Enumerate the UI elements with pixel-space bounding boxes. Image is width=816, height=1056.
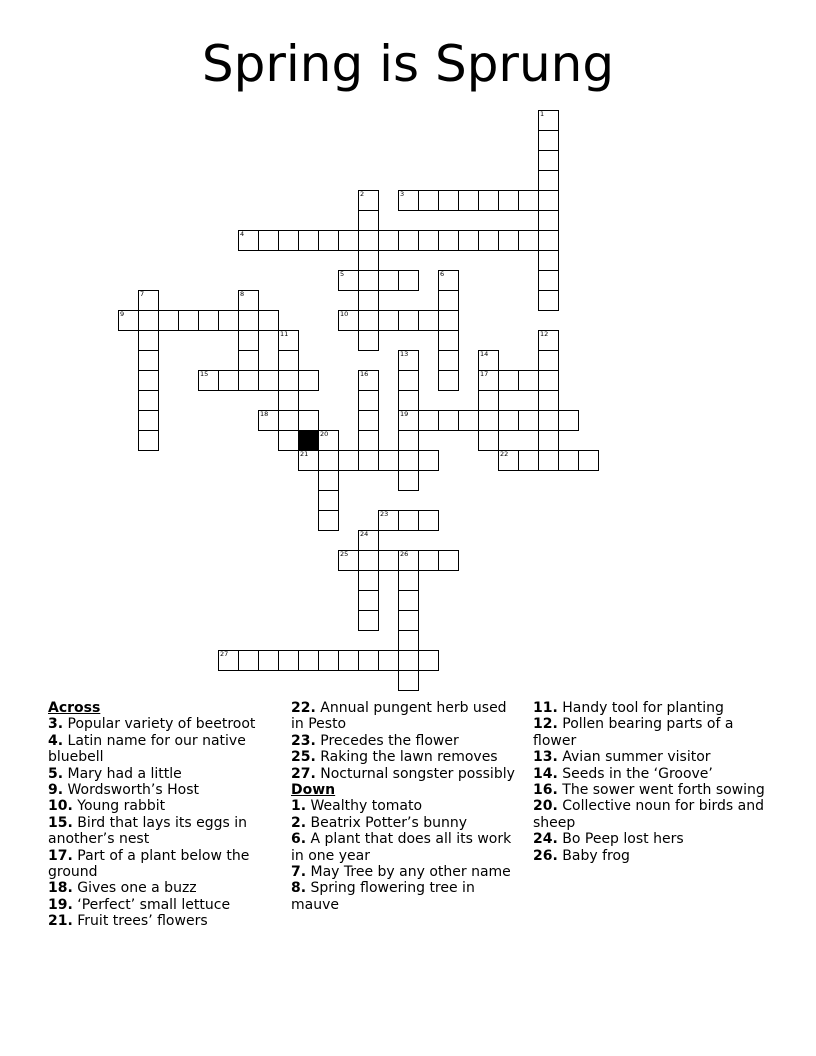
down-clue-1 xyxy=(291,798,517,814)
grid-cell[interactable] xyxy=(138,390,159,411)
grid-cell[interactable] xyxy=(398,570,419,591)
clue-number: 21. xyxy=(48,913,73,930)
grid-cell[interactable] xyxy=(398,670,419,691)
cell-number: 20 xyxy=(320,430,329,438)
grid-cell[interactable] xyxy=(538,410,559,431)
down-clue-11 xyxy=(533,700,765,716)
grid-cell[interactable] xyxy=(358,650,379,671)
cell-number: 21 xyxy=(300,450,309,458)
grid-cell[interactable] xyxy=(318,470,339,491)
clue-text: Gives one a buzz xyxy=(77,880,197,897)
grid-cell[interactable] xyxy=(258,230,279,251)
grid-cell[interactable] xyxy=(538,390,559,411)
clue-number: 15. xyxy=(48,814,73,831)
grid-cell[interactable] xyxy=(518,370,539,391)
clue-text: Wealthy tomato xyxy=(310,798,423,815)
clue-text: Avian summer visitor xyxy=(562,749,711,766)
clue-number: 24. xyxy=(533,831,558,848)
cell-number: 12 xyxy=(540,330,549,338)
grid-cell[interactable] xyxy=(578,450,599,471)
grid-cell[interactable] xyxy=(398,430,419,451)
grid-cell[interactable] xyxy=(558,450,579,471)
grid-cell[interactable] xyxy=(498,450,519,471)
down-clue-7 xyxy=(291,864,517,880)
grid-cell[interactable] xyxy=(238,230,259,251)
cell-number: 10 xyxy=(340,310,349,318)
down-heading: Down xyxy=(291,782,336,799)
grid-cell[interactable] xyxy=(238,370,259,391)
clue-number: 27. xyxy=(291,765,316,782)
grid-cell[interactable] xyxy=(138,290,159,311)
cell-number: 27 xyxy=(220,650,229,658)
cell-number: 9 xyxy=(120,310,125,318)
grid-cell[interactable] xyxy=(258,650,279,671)
across-clue-4 xyxy=(48,733,276,766)
grid-cell[interactable] xyxy=(438,350,459,371)
grid-cell[interactable] xyxy=(218,370,239,391)
grid-cell[interactable] xyxy=(358,230,379,251)
grid-cell[interactable] xyxy=(238,290,259,311)
across-clue-9 xyxy=(48,782,276,798)
grid-cell[interactable] xyxy=(418,550,439,571)
grid-cell[interactable] xyxy=(178,310,199,331)
clue-text: The sower went forth sowing xyxy=(562,782,765,799)
clue-number: 4. xyxy=(48,732,64,749)
grid-cell[interactable] xyxy=(138,330,159,351)
across-clue-19 xyxy=(48,897,276,913)
grid-cell[interactable] xyxy=(338,270,359,291)
cell-number: 6 xyxy=(440,270,445,278)
grid-cell[interactable] xyxy=(398,310,419,331)
across-clue-15 xyxy=(48,815,276,848)
cell-number: 7 xyxy=(140,290,145,298)
grid-cell[interactable] xyxy=(358,610,379,631)
clue-text: Collective noun for birds and sheep xyxy=(533,798,765,831)
grid-cell[interactable] xyxy=(358,410,379,431)
grid-cell[interactable] xyxy=(318,430,339,451)
grid-cell[interactable] xyxy=(138,350,159,371)
grid-cell[interactable] xyxy=(378,230,399,251)
grid-cell[interactable] xyxy=(538,210,559,231)
cell-number: 13 xyxy=(400,350,409,358)
grid-cell[interactable] xyxy=(398,390,419,411)
cell-number: 26 xyxy=(400,550,409,558)
grid-cell[interactable] xyxy=(458,190,479,211)
grid-cell[interactable] xyxy=(278,390,299,411)
grid-cell[interactable] xyxy=(518,410,539,431)
grid-cell[interactable] xyxy=(438,330,459,351)
across-clue-5 xyxy=(48,766,276,782)
grid-cell[interactable] xyxy=(318,510,339,531)
clue-text: Fruit trees’ flowers xyxy=(77,913,208,930)
cell-number: 24 xyxy=(360,530,369,538)
clue-text: Wordsworth’s Host xyxy=(67,782,199,799)
grid-cell[interactable] xyxy=(358,190,379,211)
grid-cell[interactable] xyxy=(498,190,519,211)
grid-cell[interactable] xyxy=(158,310,179,331)
clue-text: Mary had a little xyxy=(67,765,182,782)
across-clue-27 xyxy=(291,766,517,782)
cell-number: 22 xyxy=(500,450,509,458)
clue-text: Pollen bearing parts of a flower xyxy=(533,716,734,749)
grid-cell[interactable] xyxy=(458,410,479,431)
clue-number: 12. xyxy=(533,716,558,733)
clue-text: Raking the lawn removes xyxy=(320,749,498,766)
clue-number: 2. xyxy=(291,814,307,831)
grid-cell[interactable] xyxy=(138,310,159,331)
grid-cell[interactable] xyxy=(398,370,419,391)
grid-cell[interactable] xyxy=(278,330,299,351)
grid-cell[interactable] xyxy=(298,650,319,671)
grid-cell[interactable] xyxy=(358,590,379,611)
grid-cell[interactable] xyxy=(538,330,559,351)
grid-cell[interactable] xyxy=(358,530,379,551)
grid-cell[interactable] xyxy=(318,490,339,511)
down-clue-2 xyxy=(291,815,517,831)
cell-number: 25 xyxy=(340,550,349,558)
clue-number: 25. xyxy=(291,749,316,766)
grid-cell[interactable] xyxy=(438,550,459,571)
clue-number: 17. xyxy=(48,847,73,864)
grid-cell[interactable] xyxy=(538,350,559,371)
grid-cell[interactable] xyxy=(438,370,459,391)
grid-cell[interactable] xyxy=(358,570,379,591)
grid-cell[interactable] xyxy=(538,150,559,171)
grid-cell[interactable] xyxy=(238,650,259,671)
clue-number: 26. xyxy=(533,847,558,864)
cell-number: 14 xyxy=(480,350,489,358)
grid-cell[interactable] xyxy=(398,450,419,471)
puzzle-title: Spring is Sprung xyxy=(201,35,615,93)
grid-cell[interactable] xyxy=(358,390,379,411)
grid-cell[interactable] xyxy=(218,650,239,671)
cell-number: 11 xyxy=(280,330,289,338)
grid-cell[interactable] xyxy=(498,230,519,251)
across-clue-18 xyxy=(48,880,276,896)
grid-cell[interactable] xyxy=(538,130,559,151)
clue-text: Bo Peep lost hers xyxy=(562,831,684,848)
grid-cell[interactable] xyxy=(538,190,559,211)
across-clue-21 xyxy=(48,913,276,929)
grid-cell[interactable] xyxy=(418,450,439,471)
down-clue-24 xyxy=(533,831,765,847)
grid-cell[interactable] xyxy=(318,450,339,471)
down-clue-12 xyxy=(533,716,765,749)
grid-cell[interactable] xyxy=(398,650,419,671)
grid-cell[interactable] xyxy=(558,410,579,431)
grid-cell[interactable] xyxy=(198,310,219,331)
grid-cell[interactable] xyxy=(358,270,379,291)
grid-cell[interactable] xyxy=(538,230,559,251)
grid-cell[interactable] xyxy=(498,410,519,431)
grid-cell[interactable] xyxy=(358,330,379,351)
grid-cell[interactable] xyxy=(298,370,319,391)
grid-cell[interactable] xyxy=(278,230,299,251)
clue-number: 3. xyxy=(48,716,64,733)
grid-cell[interactable] xyxy=(338,550,359,571)
grid-cell[interactable] xyxy=(538,290,559,311)
grid-cell[interactable] xyxy=(138,410,159,431)
grid-cell[interactable] xyxy=(478,190,499,211)
across-clue-25 xyxy=(291,749,517,765)
grid-cell[interactable] xyxy=(318,650,339,671)
across-clue-23 xyxy=(291,733,517,749)
grid-cell[interactable] xyxy=(418,190,439,211)
grid-cell[interactable] xyxy=(398,350,419,371)
grid-cell[interactable] xyxy=(198,370,219,391)
clue-number: 8. xyxy=(291,880,307,897)
grid-cell[interactable] xyxy=(258,370,279,391)
clue-text: Young rabbit xyxy=(77,798,166,815)
grid-cell[interactable] xyxy=(378,270,399,291)
grid-cell[interactable] xyxy=(218,310,239,331)
clue-text: Latin name for our native bluebell xyxy=(48,732,246,766)
cell-number: 17 xyxy=(480,370,489,378)
grid-cell[interactable] xyxy=(398,270,419,291)
clue-text: ‘Perfect’ small lettuce xyxy=(77,896,231,913)
clue-number: 9. xyxy=(48,782,64,799)
grid-cell[interactable] xyxy=(518,230,539,251)
black-cell xyxy=(298,430,319,451)
grid-cell[interactable] xyxy=(278,650,299,671)
grid-cell[interactable] xyxy=(378,450,399,471)
grid-cell[interactable] xyxy=(298,450,319,471)
grid-cell[interactable] xyxy=(418,650,439,671)
grid-cell[interactable] xyxy=(138,370,159,391)
clue-number: 14. xyxy=(533,765,558,782)
down-clue-14 xyxy=(533,766,765,782)
grid-cell[interactable] xyxy=(238,330,259,351)
grid-cell[interactable] xyxy=(398,190,419,211)
grid-cell[interactable] xyxy=(278,430,299,451)
grid-cell[interactable] xyxy=(418,230,439,251)
clue-number: 6. xyxy=(291,831,307,848)
grid-cell[interactable] xyxy=(478,430,499,451)
cell-number: 4 xyxy=(240,230,245,238)
grid-cell[interactable] xyxy=(538,450,559,471)
clue-number: 7. xyxy=(291,864,307,881)
clue-text: Nocturnal songster possibly xyxy=(320,765,515,782)
grid-cell[interactable] xyxy=(438,190,459,211)
grid-cell[interactable] xyxy=(318,230,339,251)
grid-cell[interactable] xyxy=(538,170,559,191)
grid-cell[interactable] xyxy=(258,310,279,331)
cell-number: 19 xyxy=(400,410,409,418)
down-clue-8 xyxy=(291,880,517,913)
grid-cell[interactable] xyxy=(338,230,359,251)
grid-cell[interactable] xyxy=(538,250,559,271)
grid-cell[interactable] xyxy=(298,410,319,431)
grid-cell[interactable] xyxy=(538,270,559,291)
across-clue-3 xyxy=(48,716,276,732)
grid-cell[interactable] xyxy=(418,310,439,331)
down-clue-26 xyxy=(533,848,765,864)
grid-cell[interactable] xyxy=(478,350,499,371)
clue-text: Handy tool for planting xyxy=(562,700,724,716)
cell-number: 8 xyxy=(240,290,245,298)
grid-cell[interactable] xyxy=(398,410,419,431)
grid-cell[interactable] xyxy=(398,550,419,571)
grid-cell[interactable] xyxy=(438,410,459,431)
grid-cell[interactable] xyxy=(278,410,299,431)
clue-text: Beatrix Potter’s bunny xyxy=(310,814,468,831)
cell-number: 2 xyxy=(360,190,365,198)
grid-cell[interactable] xyxy=(398,510,419,531)
cell-number: 1 xyxy=(540,110,545,118)
clues-column-3 xyxy=(533,700,765,864)
clue-number: 18. xyxy=(48,880,73,897)
grid-cell[interactable] xyxy=(538,430,559,451)
grid-cell[interactable] xyxy=(478,230,499,251)
grid-cell[interactable] xyxy=(478,390,499,411)
clue-number: 20. xyxy=(533,798,558,815)
clue-number: 23. xyxy=(291,732,316,749)
grid-cell[interactable] xyxy=(398,230,419,251)
clue-text: May Tree by any other name xyxy=(310,864,511,881)
grid-cell[interactable] xyxy=(438,290,459,311)
grid-cell[interactable] xyxy=(418,410,439,431)
grid-cell[interactable] xyxy=(458,230,479,251)
grid-cell[interactable] xyxy=(338,310,359,331)
grid-cell[interactable] xyxy=(358,310,379,331)
grid-cell[interactable] xyxy=(358,290,379,311)
grid-cell[interactable] xyxy=(478,370,499,391)
grid-cell[interactable] xyxy=(398,470,419,491)
grid-cell[interactable] xyxy=(238,310,259,331)
grid-cell[interactable] xyxy=(298,230,319,251)
grid-cell[interactable] xyxy=(538,110,559,131)
clue-number: 1. xyxy=(291,798,307,815)
grid-cell[interactable] xyxy=(238,350,259,371)
clue-number: 11. xyxy=(533,700,558,716)
cell-number: 18 xyxy=(260,410,269,418)
across-clue-17 xyxy=(48,848,276,881)
clue-number: 10. xyxy=(48,798,73,815)
clue-text: Spring flowering tree in mauve xyxy=(291,880,475,913)
grid-cell[interactable] xyxy=(518,450,539,471)
grid-cell[interactable] xyxy=(438,230,459,251)
cell-number: 3 xyxy=(400,190,405,198)
grid-cell[interactable] xyxy=(338,450,359,471)
grid-cell[interactable] xyxy=(258,410,279,431)
clue-text: A plant that does all its work in one year xyxy=(291,831,512,864)
grid-cell[interactable] xyxy=(358,550,379,571)
cell-number: 5 xyxy=(340,270,345,278)
clue-text: Baby frog xyxy=(562,847,630,864)
clue-number: 13. xyxy=(533,749,558,766)
cell-number: 23 xyxy=(380,510,389,518)
grid-cell[interactable] xyxy=(278,350,299,371)
grid-cell[interactable] xyxy=(358,370,379,391)
grid-cell[interactable] xyxy=(438,310,459,331)
across-clue-22 xyxy=(291,700,517,733)
grid-cell[interactable] xyxy=(358,450,379,471)
grid-cell[interactable] xyxy=(378,310,399,331)
grid-cell[interactable] xyxy=(418,510,439,531)
across-clue-10 xyxy=(48,798,276,814)
grid-cell[interactable] xyxy=(498,370,519,391)
clue-number: 22. xyxy=(291,700,316,716)
clue-text: Bird that lays its eggs in another’s nest xyxy=(48,814,248,848)
down-clue-13 xyxy=(533,749,765,765)
grid-cell[interactable] xyxy=(478,410,499,431)
down-clue-20 xyxy=(533,798,765,831)
clue-text: Annual pungent herb used in Pesto xyxy=(291,700,507,733)
clue-text: Precedes the flower xyxy=(320,732,459,749)
grid-cell[interactable] xyxy=(378,510,399,531)
down-clue-6 xyxy=(291,831,517,864)
clue-number: 5. xyxy=(48,765,64,782)
clue-number: 16. xyxy=(533,782,558,799)
grid-cell[interactable] xyxy=(338,650,359,671)
grid-cell[interactable] xyxy=(538,370,559,391)
cell-number: 16 xyxy=(360,370,369,378)
clue-text: Part of a plant below the ground xyxy=(48,847,250,881)
grid-cell[interactable] xyxy=(398,610,419,631)
across-heading: Across xyxy=(48,700,101,716)
grid-cell[interactable] xyxy=(378,550,399,571)
clue-text: Seeds in the ‘Groove’ xyxy=(562,765,713,782)
grid-cell[interactable] xyxy=(398,590,419,611)
clue-number: 19. xyxy=(48,896,73,913)
clues-column-1 xyxy=(48,700,276,930)
grid-cell[interactable] xyxy=(398,630,419,651)
grid-cell[interactable] xyxy=(138,430,159,451)
grid-cell[interactable] xyxy=(378,650,399,671)
grid-cell[interactable] xyxy=(518,190,539,211)
grid-cell[interactable] xyxy=(118,310,139,331)
clues-column-2 xyxy=(291,700,517,913)
clue-text: Popular variety of beetroot xyxy=(67,716,256,733)
grid-cell[interactable] xyxy=(358,430,379,451)
cell-number: 15 xyxy=(200,370,209,378)
grid-cell[interactable] xyxy=(358,250,379,271)
grid-cell[interactable] xyxy=(278,370,299,391)
grid-cell[interactable] xyxy=(438,270,459,291)
grid-cell[interactable] xyxy=(358,210,379,231)
down-clue-16 xyxy=(533,782,765,798)
